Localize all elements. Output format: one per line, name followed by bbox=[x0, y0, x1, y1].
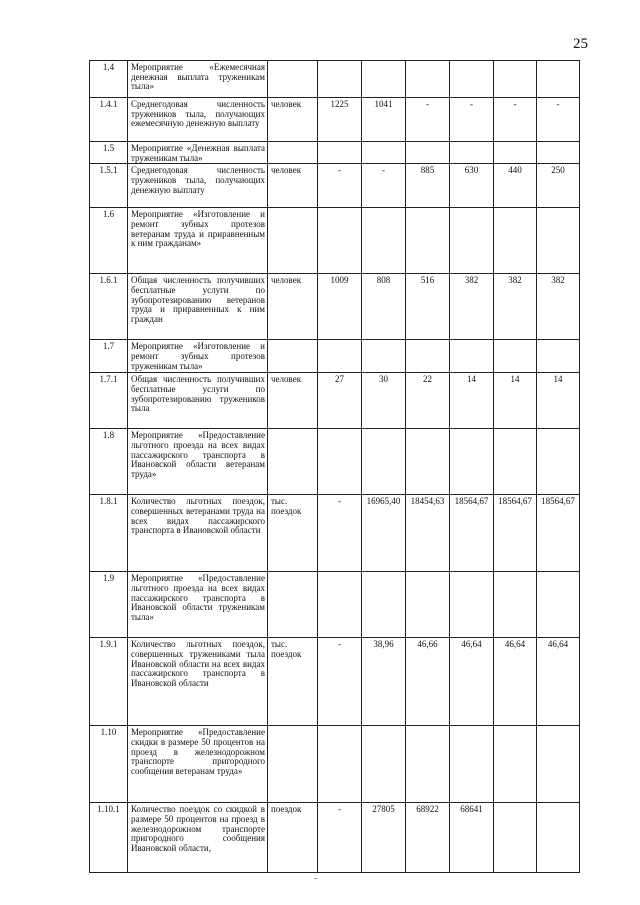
row-unit: поездок bbox=[268, 803, 318, 873]
value-cell: 68641 bbox=[450, 803, 494, 873]
row-description: Мероприятие «Предоставление льготного проезда на всех видах пассажирского транспорта в Ивановской области ветеранам труда» bbox=[128, 429, 268, 495]
table-row bbox=[90, 495, 580, 572]
value-cell bbox=[494, 429, 537, 495]
value-cell bbox=[537, 340, 580, 373]
row-number: 1.4 bbox=[90, 61, 128, 98]
value-cell bbox=[318, 340, 362, 373]
row-description: Мероприятие «Ежемесячная денежная выплата труженикам тыла» bbox=[128, 61, 268, 98]
value-cell bbox=[537, 208, 580, 274]
value-cell bbox=[537, 429, 580, 495]
value-cell bbox=[537, 803, 580, 873]
value-cell bbox=[494, 572, 537, 638]
row-description: Общая численность получивших бесплатные услуги по зубопротезированию тружеников тыла bbox=[128, 373, 268, 429]
value-cell bbox=[318, 726, 362, 803]
page-number: 25 bbox=[573, 36, 588, 52]
table-row bbox=[90, 572, 580, 638]
row-number: 1.5.1 bbox=[90, 164, 128, 208]
row-unit bbox=[268, 208, 318, 274]
row-description: Мероприятие «Изготовление и ремонт зубных протезов ветеранам труда и приравненным к ним гражданам» bbox=[128, 208, 268, 274]
row-number: 1.6 bbox=[90, 208, 128, 274]
value-cell: - bbox=[362, 164, 406, 208]
row-number: 1.7.1 bbox=[90, 373, 128, 429]
row-unit bbox=[268, 429, 318, 495]
row-unit bbox=[268, 142, 318, 164]
row-unit bbox=[268, 726, 318, 803]
table-row bbox=[90, 373, 580, 429]
row-number: 1.7 bbox=[90, 340, 128, 373]
value-cell bbox=[362, 340, 406, 373]
value-cell bbox=[450, 429, 494, 495]
table-row bbox=[90, 638, 580, 726]
row-unit bbox=[268, 61, 318, 98]
value-cell bbox=[318, 429, 362, 495]
value-cell: 46,64 bbox=[494, 638, 537, 726]
value-cell: 885 bbox=[406, 164, 450, 208]
value-cell bbox=[318, 572, 362, 638]
value-cell: 27 bbox=[318, 373, 362, 429]
value-cell: 18564,67 bbox=[450, 495, 494, 572]
table-row bbox=[90, 164, 580, 208]
row-number: 1.4.1 bbox=[90, 98, 128, 142]
value-cell bbox=[362, 142, 406, 164]
table-row bbox=[90, 340, 580, 373]
value-cell bbox=[406, 340, 450, 373]
value-cell bbox=[406, 142, 450, 164]
value-cell: 18454,63 bbox=[406, 495, 450, 572]
value-cell: 16965,40 bbox=[362, 495, 406, 572]
row-description: Среднегодовая численность тружеников тыла, получающих денежную выплату bbox=[128, 164, 268, 208]
row-unit: тыс. поездок bbox=[268, 638, 318, 726]
value-cell: 46,64 bbox=[537, 638, 580, 726]
row-unit: тыс. поездок bbox=[268, 495, 318, 572]
value-cell: 27805 bbox=[362, 803, 406, 873]
row-description: Количество поездок со скидкой в размере 50 процентов на проезд в железнодорожном транспорте пригородного сообщения Ивановской области, bbox=[128, 803, 268, 873]
value-cell bbox=[406, 572, 450, 638]
table-row bbox=[90, 142, 580, 164]
value-cell bbox=[450, 142, 494, 164]
row-unit: человек bbox=[268, 98, 318, 142]
value-cell bbox=[537, 61, 580, 98]
value-cell bbox=[406, 726, 450, 803]
table-row bbox=[90, 274, 580, 340]
row-description: Количество льготных поездок, совершенных тружениками тыла Ивановской области на всех видах пассажирского транспорта в Ивановской области bbox=[128, 638, 268, 726]
value-cell bbox=[494, 61, 537, 98]
row-description: Мероприятие «Изготовление и ремонт зубных протезов труженикам тыла» bbox=[128, 340, 268, 373]
value-cell bbox=[494, 142, 537, 164]
table-row bbox=[90, 726, 580, 803]
value-cell: 14 bbox=[450, 373, 494, 429]
value-cell bbox=[362, 208, 406, 274]
row-number: 1.5 bbox=[90, 142, 128, 164]
value-cell bbox=[362, 572, 406, 638]
value-cell bbox=[537, 142, 580, 164]
value-cell: 516 bbox=[406, 274, 450, 340]
value-cell: 630 bbox=[450, 164, 494, 208]
value-cell: - bbox=[318, 495, 362, 572]
scan-speck bbox=[314, 878, 317, 879]
value-cell bbox=[494, 208, 537, 274]
value-cell bbox=[406, 429, 450, 495]
value-cell bbox=[494, 726, 537, 803]
value-cell: 382 bbox=[450, 274, 494, 340]
value-cell bbox=[537, 572, 580, 638]
value-cell bbox=[406, 208, 450, 274]
value-cell: - bbox=[406, 98, 450, 142]
value-cell: 250 bbox=[537, 164, 580, 208]
value-cell: 1009 bbox=[318, 274, 362, 340]
row-number: 1.9.1 bbox=[90, 638, 128, 726]
value-cell bbox=[318, 142, 362, 164]
value-cell bbox=[362, 429, 406, 495]
row-unit bbox=[268, 340, 318, 373]
value-cell: 14 bbox=[494, 373, 537, 429]
value-cell: 22 bbox=[406, 373, 450, 429]
row-number: 1.6.1 bbox=[90, 274, 128, 340]
value-cell bbox=[494, 803, 537, 873]
value-cell: - bbox=[494, 98, 537, 142]
value-cell: - bbox=[450, 98, 494, 142]
value-cell: - bbox=[318, 638, 362, 726]
value-cell: 382 bbox=[537, 274, 580, 340]
value-cell bbox=[450, 572, 494, 638]
value-cell bbox=[318, 61, 362, 98]
row-unit: человек bbox=[268, 274, 318, 340]
row-description: Количество льготных поездок, совершенных ветеранами труда на всех видах пассажирского транспорта в Ивановской области bbox=[128, 495, 268, 572]
value-cell bbox=[450, 208, 494, 274]
table-row bbox=[90, 803, 580, 873]
value-cell: 46,66 bbox=[406, 638, 450, 726]
value-cell bbox=[362, 61, 406, 98]
row-unit: человек bbox=[268, 164, 318, 208]
indicators-table bbox=[89, 60, 580, 873]
value-cell bbox=[450, 61, 494, 98]
value-cell bbox=[450, 340, 494, 373]
value-cell: 1225 bbox=[318, 98, 362, 142]
value-cell: - bbox=[318, 164, 362, 208]
value-cell: 18564,67 bbox=[494, 495, 537, 572]
value-cell: 808 bbox=[362, 274, 406, 340]
value-cell bbox=[406, 61, 450, 98]
value-cell: 1041 bbox=[362, 98, 406, 142]
row-description: Общая численность получивших бесплатные услуги по зубопротезированию ветеранов труда и приравненных к ним граждан bbox=[128, 274, 268, 340]
row-description: Мероприятие «Предоставление льготного проезда на всех видах пассажирского транспорта в Ивановской области труженикам тыла» bbox=[128, 572, 268, 638]
table-row bbox=[90, 98, 580, 142]
value-cell bbox=[537, 726, 580, 803]
value-cell bbox=[450, 726, 494, 803]
table-row bbox=[90, 208, 580, 274]
value-cell: 18564,67 bbox=[537, 495, 580, 572]
row-number: 1.10 bbox=[90, 726, 128, 803]
table-row bbox=[90, 61, 580, 98]
value-cell: 382 bbox=[494, 274, 537, 340]
row-unit bbox=[268, 572, 318, 638]
value-cell bbox=[494, 340, 537, 373]
row-number: 1.9 bbox=[90, 572, 128, 638]
row-number: 1.8.1 bbox=[90, 495, 128, 572]
value-cell: 38,96 bbox=[362, 638, 406, 726]
table-row bbox=[90, 429, 580, 495]
value-cell bbox=[318, 208, 362, 274]
value-cell: 14 bbox=[537, 373, 580, 429]
value-cell: 68922 bbox=[406, 803, 450, 873]
row-description: Мероприятие «Денежная выплата труженикам тыла» bbox=[128, 142, 268, 164]
value-cell bbox=[362, 726, 406, 803]
value-cell: - bbox=[537, 98, 580, 142]
row-unit: человек bbox=[268, 373, 318, 429]
value-cell: 30 bbox=[362, 373, 406, 429]
row-description: Мероприятие «Предоставление скидки в размере 50 процентов на проезд в железнодорожном транспорте пригородного сообщения ветеранам труда» bbox=[128, 726, 268, 803]
row-number: 1.8 bbox=[90, 429, 128, 495]
row-number: 1.10.1 bbox=[90, 803, 128, 873]
row-description: Среднегодовая численность тружеников тыла, получающих ежемесячную денежную выплату bbox=[128, 98, 268, 142]
value-cell: 440 bbox=[494, 164, 537, 208]
value-cell: 46,64 bbox=[450, 638, 494, 726]
value-cell: - bbox=[318, 803, 362, 873]
